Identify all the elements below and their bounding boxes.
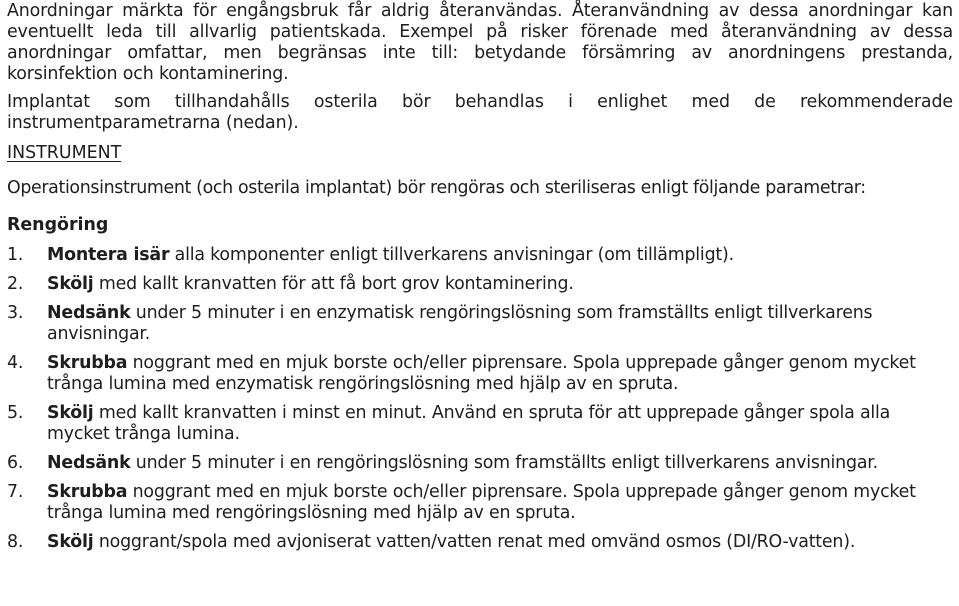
step-number: 2. (7, 274, 24, 294)
step-description: med kallt kranvatten i minst en minut. Använd en spruta för att upprepade gånger spola alla mycket trånga lumina. (47, 403, 891, 444)
step-text (47, 403, 953, 445)
cleaning-step-8 (7, 532, 953, 553)
instrument-section-heading: INSTRUMENT (7, 143, 122, 163)
step-keyword: Skölj (47, 532, 94, 552)
step-number: 5. (7, 403, 24, 423)
step-description: noggrant/spola med avjoniserat vatten/vatten renat med omvänd osmos (DI/RO-vatten). (93, 532, 856, 552)
cleaning-step-4 (7, 353, 953, 395)
step-text (47, 482, 953, 524)
step-text (47, 453, 953, 474)
step-keyword: Nedsänk (47, 453, 131, 473)
step-keyword: Skrubba (47, 482, 128, 502)
step-text (47, 303, 953, 345)
step-keyword: Nedsänk (47, 303, 131, 323)
step-number: 3. (7, 303, 24, 323)
cleaning-step-2 (7, 274, 953, 295)
step-number: 7. (7, 482, 24, 502)
step-description: under 5 minuter i en enzymatisk rengöringslösning som framställts enligt tillverkarens anvisningar. (47, 303, 873, 344)
step-text (47, 245, 953, 266)
step-keyword: Skrubba (47, 353, 128, 373)
step-text (47, 353, 953, 395)
cleaning-step-7 (7, 482, 953, 524)
cleaning-step-5 (7, 403, 953, 445)
step-keyword: Skölj (47, 274, 94, 294)
step-description: under 5 minuter i en rengöringslösning som framställts enligt tillverkarens anvisningar. (130, 453, 878, 473)
cleaning-steps-list (7, 245, 953, 553)
step-keyword: Montera isär (47, 245, 170, 265)
cleaning-heading: Rengöring (7, 215, 109, 235)
cleaning-step-1 (7, 245, 953, 266)
single-use-warning-paragraph: Anordningar märkta för engångsbruk får aldrig återanvändas. Återanvändning av dessa anordningar kan eventuellt leda till allvarlig patientskada. Exempel på risker förenade med återanvändning av dessa anordningar omfattar, men begränsas inte till: betydande försämring av anordningens prestanda, korsinfektion och kontaminering. (7, 1, 953, 84)
step-description: alla komponenter enligt tillverkarens anvisningar (om tillämpligt). (169, 245, 734, 265)
step-description: noggrant med en mjuk borste och/eller piprensare. Spola upprepade gånger genom mycket trånga lumina med enzymatisk rengöringslösning med hjälp av en spruta. (47, 353, 916, 394)
step-number: 6. (7, 453, 24, 473)
step-number: 8. (7, 532, 24, 552)
step-number: 4. (7, 353, 24, 373)
step-number: 1. (7, 245, 24, 265)
instrument-intro-paragraph: Operationsinstrument (och osterila implantat) bör rengöras och steriliseras enligt följande parametrar: (7, 178, 866, 198)
step-text (47, 532, 953, 553)
cleaning-step-3 (7, 303, 953, 345)
step-description: med kallt kranvatten för att få bort grov kontaminering. (93, 274, 574, 294)
non-sterile-implants-paragraph: Implantat som tillhandahålls osterila bör behandlas i enlighet med de rekommenderade instrumentparametrarna (nedan). (7, 92, 953, 133)
cleaning-step-6 (7, 453, 953, 474)
step-description: noggrant med en mjuk borste och/eller piprensare. Spola upprepade gånger genom mycket trånga lumina med rengöringslösning med hjälp av en spruta. (47, 482, 916, 523)
step-keyword: Skölj (47, 403, 94, 423)
step-text (47, 274, 953, 295)
